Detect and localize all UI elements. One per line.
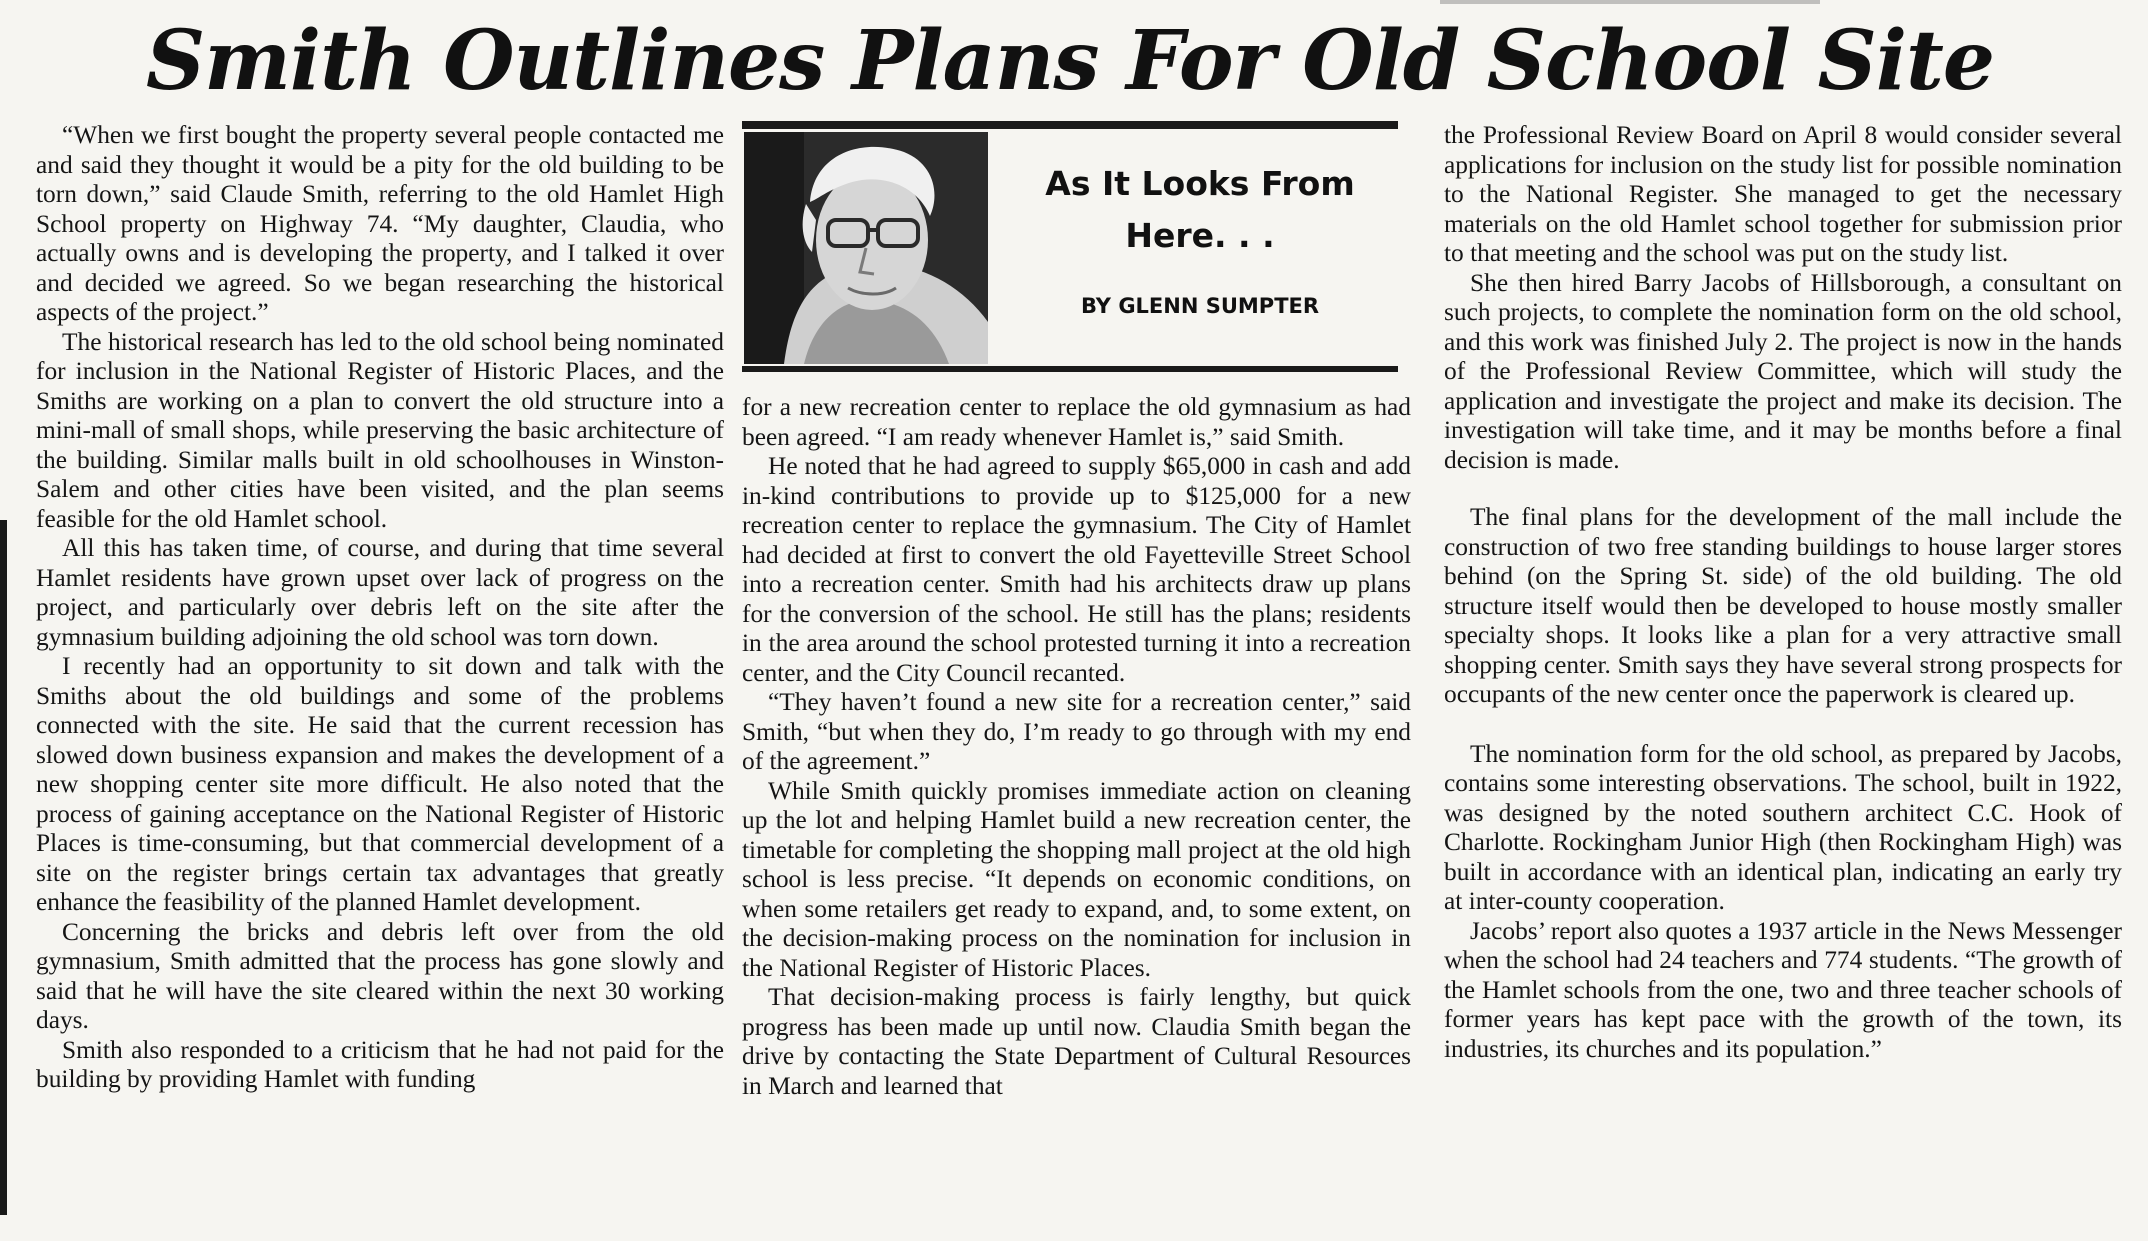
paragraph: The nomination form for the old school, as prepared by Jacobs, contains some interesting observations. The school, built in 1922, was designed by the noted southern architect C.C. Hook of Charlotte. Rockingham Junior High (then Rockingham High) was built in accordance with an identical plan, indicating an early try at inter-county cooperation. xyxy=(1444,739,2122,915)
paragraph: While Smith quickly promises immediate action on cleaning up the lot and helping Hamlet build a new recreation center, the timetable for completing the shopping mall project at the old high school is less precise. “It depends on economic conditions, on when some retailers get ready to expand, and, to some extent, on the decision-making process on the nomination for inclusion in the National Register of Historic Places. xyxy=(742,776,1411,982)
column-box-bottom-rule xyxy=(742,366,1398,372)
article-column-left xyxy=(36,121,724,1095)
paragraph: She then hired Barry Jacobs of Hillsborough, a consultant on such projects, to complete the nomination form on the old school, and this work was finished July 2. The project is now in the hands of the Professional Review Committee, which will study the application and investigate the project and make its decision. The investigation will take time, and it may be months before a final decision is made. xyxy=(1444,268,2122,474)
paragraph: Smith also responded to a criticism that he had not paid for the building by providing Hamlet with funding xyxy=(36,1035,724,1093)
paragraph: All this has taken time, of course, and during that time several Hamlet residents have grown upset over lack of progress on the project, and particularly over debris left on the site after the gymnasium building adjoining the old school was torn down. xyxy=(36,534,724,651)
paragraph: Concerning the bricks and debris left over from the old gymnasium, Smith admitted that the process has gone slowly and said that he will have the site cleared within the next 30 working days. xyxy=(36,917,724,1034)
paragraph: for a new recreation center to replace the old gymnasium as had been agreed. “I am ready whenever Hamlet is,” said Smith. xyxy=(742,393,1411,451)
columnist-portrait xyxy=(744,132,988,364)
paragraph: That decision-making process is fairly lengthy, but quick progress has been made up until now. Claudia Smith began the drive by contacting the State Department of Cultural Resources in March and learned that xyxy=(742,983,1411,1100)
column-title: As It Looks From Here. . . xyxy=(1045,164,1355,255)
paragraph: The historical research has led to the old school being nominated for inclusion in the National Register of Historic Places, and the Smiths are working on a plan to convert the old structure into a mini-mall of small shops, while preserving the basic architecture of the building. Similar malls built in old schoolhouses in Winston-Salem and other cities have been visited, and the plan seems feasible for the old Hamlet school. xyxy=(36,327,724,533)
paragraph: The final plans for the development of the mall include the construction of two free standing buildings to house larger stores behind (on the Spring St. side) of the old building. The old structure itself would then be developed to house mostly smaller specialty shops. It looks like a plan for a very attractive small shopping center. Smith says they have several strong prospects for occupants of the new center once the paperwork is cleared up. xyxy=(1444,503,2122,708)
headline: Smith Outlines Plans For Old School Site xyxy=(145,13,1995,109)
article-column-right xyxy=(1444,121,2122,1064)
article-column-middle xyxy=(742,393,1411,1101)
column-box-top-rule xyxy=(742,121,1398,129)
paragraph: “When we first bought the property several people contacted me and said they thought it would be a pity for the old building to be torn down,” said Claude Smith, referring to the old Hamlet High School property on Highway 74. “My daughter, Claudia, who actually owns and is developing the property, and I talked it over and decided we agreed. So we began researching the historical aspects of the project.” xyxy=(36,121,724,326)
paragraph: the Professional Review Board on April 8 would consider several applications for inclusion on the study list for possible nomination to the National Register. She managed to get the necessary materials on the old Hamlet school together for submission prior to that meeting and the school was put on the study list. xyxy=(1444,121,2122,267)
paragraph: “They haven’t found a new site for a recreation center,” said Smith, “but when they do, I’m ready to go through with my end of the agreement.” xyxy=(742,688,1411,775)
columnist-photo xyxy=(744,132,988,364)
paragraph: I recently had an opportunity to sit down and talk with the Smiths about the old buildings and some of the problems connected with the site. He said that the current recession has slowed down business expansion and makes the development of a new shopping center site more difficult. He also noted that the process of gaining acceptance on the National Register of Historic Places is time-consuming, but that commercial development of a site on the register brings certain tax advantages that greatly enhance the feasibility of the planned Hamlet development. xyxy=(36,652,724,916)
paragraph: He noted that he had agreed to supply $65,000 in cash and add in-kind contributions to provide up to $125,000 for a new recreation center to replace the gymnasium. The City of Hamlet had decided at first to convert the old Fayetteville Street School into a recreation center. Smith had his architects draw up plans for the conversion of the school. He still has the plans; residents in the area around the school protested turning it into a recreation center, and the City Council recanted. xyxy=(742,452,1411,687)
margin-rule xyxy=(0,520,7,1215)
top-edge-ink xyxy=(1440,0,1820,4)
byline: BY GLENN SUMPTER xyxy=(1080,294,1320,318)
paragraph: Jacobs’ report also quotes a 1937 article in the News Messenger when the school had 24 teachers and 774 students. “The growth of the Hamlet schools from the one, two and three teacher schools of former years has kept pace with the growth of the town, its industries, its churches and its population.” xyxy=(1444,916,2122,1063)
